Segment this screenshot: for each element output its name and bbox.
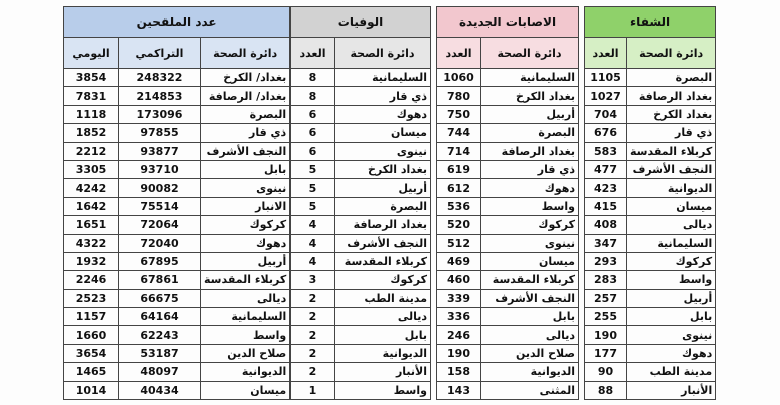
dept-name-cell: ذي قار	[627, 124, 716, 142]
table-row	[437, 69, 579, 87]
dept-name-cell: البصرة	[627, 69, 716, 87]
dept-name-cell: البصرة	[335, 197, 431, 215]
header-dept: دائرة الصحة	[201, 38, 290, 69]
table-row	[437, 87, 579, 105]
value-cell: 460	[437, 271, 481, 289]
table-row	[64, 289, 290, 307]
table-row	[64, 216, 290, 234]
value-cell: 2246	[64, 271, 119, 289]
dept-name-cell: كركوك	[335, 271, 431, 289]
table-row	[585, 326, 716, 344]
vaccinated-title: عدد الملقحين	[64, 7, 290, 38]
dept-name-cell: السليمانية	[201, 308, 290, 326]
value-cell: 4	[291, 252, 335, 270]
value-cell: 4	[291, 216, 335, 234]
dept-name-cell: دهوك	[335, 105, 431, 123]
table-row	[291, 142, 431, 160]
recovered-table	[584, 6, 716, 400]
value-cell: 3305	[64, 160, 119, 178]
value-cell: 173096	[119, 105, 201, 123]
value-cell: 612	[437, 179, 481, 197]
dept-name-cell: بابل	[481, 308, 579, 326]
table-row	[64, 160, 290, 178]
dept-name-cell: ديالى	[201, 289, 290, 307]
value-cell: 72040	[119, 234, 201, 252]
dept-name-cell: أربيل	[481, 105, 579, 123]
table-row	[64, 179, 290, 197]
dept-name-cell: كركوك	[627, 252, 716, 270]
value-cell: 97855	[119, 124, 201, 142]
dept-name-cell: النجف الأشرف	[627, 160, 716, 178]
dept-name-cell: واسط	[335, 381, 431, 399]
value-cell: 177	[585, 344, 627, 362]
value-cell: 676	[585, 124, 627, 142]
dept-name-cell: ذي قار	[201, 124, 290, 142]
value-cell: 2212	[64, 142, 119, 160]
table-row	[585, 344, 716, 362]
value-cell: 248322	[119, 69, 201, 87]
table-row	[437, 105, 579, 123]
value-cell: 64164	[119, 308, 201, 326]
table-row	[64, 197, 290, 215]
value-cell: 619	[437, 160, 481, 178]
table-row	[291, 344, 431, 362]
value-cell: 5	[291, 197, 335, 215]
table-row	[585, 363, 716, 381]
table-row	[64, 326, 290, 344]
value-cell: 339	[437, 289, 481, 307]
value-cell: 257	[585, 289, 627, 307]
value-cell: 2	[291, 289, 335, 307]
dept-name-cell: البصرة	[481, 124, 579, 142]
dept-name-cell: دهوك	[201, 234, 290, 252]
table-row	[291, 87, 431, 105]
header-cumulative: التراكمي	[119, 38, 201, 69]
value-cell: 190	[437, 344, 481, 362]
value-cell: 62243	[119, 326, 201, 344]
dept-name-cell: بغداد الكرخ	[481, 87, 579, 105]
table-row	[64, 381, 290, 399]
dept-name-cell: بابل	[335, 326, 431, 344]
value-cell: 255	[585, 308, 627, 326]
table-row	[291, 179, 431, 197]
dept-name-cell: كربلاء المقدسة	[481, 271, 579, 289]
value-cell: 2	[291, 363, 335, 381]
table-row	[64, 124, 290, 142]
dept-name-cell: دهوك	[627, 344, 716, 362]
value-cell: 2	[291, 308, 335, 326]
dept-name-cell: السليمانية	[627, 234, 716, 252]
table-row	[585, 234, 716, 252]
value-cell: 512	[437, 234, 481, 252]
table-row	[291, 326, 431, 344]
value-cell: 520	[437, 216, 481, 234]
table-row	[585, 289, 716, 307]
value-cell: 67895	[119, 252, 201, 270]
table-row	[437, 252, 579, 270]
table-row	[291, 69, 431, 87]
value-cell: 90	[585, 363, 627, 381]
table-row	[64, 87, 290, 105]
table-row	[437, 308, 579, 326]
value-cell: 283	[585, 271, 627, 289]
dept-name-cell: النجف الأشرف	[201, 142, 290, 160]
value-cell: 750	[437, 105, 481, 123]
value-cell: 780	[437, 87, 481, 105]
dept-name-cell: بابل	[627, 308, 716, 326]
header-count: العدد	[291, 38, 335, 69]
value-cell: 8	[291, 87, 335, 105]
value-cell: 90082	[119, 179, 201, 197]
dept-name-cell: بغداد/ الرصافة	[201, 87, 290, 105]
dept-name-cell: الانبار	[201, 197, 290, 215]
value-cell: 3854	[64, 69, 119, 87]
header-dept: دائرة الصحة	[481, 38, 579, 69]
table-row	[64, 142, 290, 160]
dept-name-cell: ميسان	[627, 197, 716, 215]
table-row	[437, 234, 579, 252]
table-row	[291, 124, 431, 142]
value-cell: 6	[291, 105, 335, 123]
dept-name-cell: نينوى	[201, 179, 290, 197]
value-cell: 1157	[64, 308, 119, 326]
dept-name-cell: دهوك	[481, 179, 579, 197]
table-row	[585, 216, 716, 234]
value-cell: 1465	[64, 363, 119, 381]
header-daily: اليومي	[64, 38, 119, 69]
dept-name-cell: بغداد/ الكرخ	[201, 69, 290, 87]
value-cell: 415	[585, 197, 627, 215]
dept-name-cell: كربلاء المقدسة	[335, 252, 431, 270]
value-cell: 40434	[119, 381, 201, 399]
value-cell: 158	[437, 363, 481, 381]
header-dept: دائرة الصحة	[627, 38, 716, 69]
value-cell: 704	[585, 105, 627, 123]
value-cell: 477	[585, 160, 627, 178]
table-row	[585, 105, 716, 123]
table-row	[437, 289, 579, 307]
value-cell: 423	[585, 179, 627, 197]
table-row	[64, 105, 290, 123]
table-row	[585, 252, 716, 270]
value-cell: 1932	[64, 252, 119, 270]
value-cell: 1118	[64, 105, 119, 123]
table-row	[585, 160, 716, 178]
value-cell: 2	[291, 326, 335, 344]
value-cell: 246	[437, 326, 481, 344]
table-row	[291, 271, 431, 289]
dept-name-cell: بغداد الرصافة	[335, 216, 431, 234]
dept-name-cell: أربيل	[335, 179, 431, 197]
dept-name-cell: صلاح الدين	[201, 344, 290, 362]
dept-name-cell: كربلاء المقدسة	[201, 271, 290, 289]
dept-name-cell: بابل	[201, 160, 290, 178]
dept-name-cell: ذي قار	[481, 160, 579, 178]
dept-name-cell: كربلاء المقدسة	[627, 142, 716, 160]
value-cell: 1	[291, 381, 335, 399]
dept-name-cell: ميسان	[335, 124, 431, 142]
dept-name-cell: الديوانية	[481, 363, 579, 381]
dept-name-cell: واسط	[481, 197, 579, 215]
value-cell: 1651	[64, 216, 119, 234]
value-cell: 6	[291, 142, 335, 160]
new-cases-title: الاصابات الجديدة	[437, 7, 579, 38]
table-row	[437, 160, 579, 178]
table-row	[437, 271, 579, 289]
dept-name-cell: المثنى	[481, 381, 579, 399]
value-cell: 5	[291, 160, 335, 178]
table-row	[585, 308, 716, 326]
dept-name-cell: واسط	[201, 326, 290, 344]
table-row	[64, 69, 290, 87]
table-row	[437, 363, 579, 381]
value-cell: 293	[585, 252, 627, 270]
value-cell: 2523	[64, 289, 119, 307]
value-cell: 4322	[64, 234, 119, 252]
dept-name-cell: بغداد الرصافة	[627, 87, 716, 105]
dept-name-cell: السليمانية	[335, 69, 431, 87]
value-cell: 1852	[64, 124, 119, 142]
dept-name-cell: ديالى	[481, 326, 579, 344]
value-cell: 1060	[437, 69, 481, 87]
value-cell: 6	[291, 124, 335, 142]
value-cell: 143	[437, 381, 481, 399]
table-row	[64, 234, 290, 252]
value-cell: 714	[437, 142, 481, 160]
value-cell: 48097	[119, 363, 201, 381]
dept-name-cell: بغداد الكرخ	[335, 160, 431, 178]
value-cell: 5	[291, 179, 335, 197]
value-cell: 347	[585, 234, 627, 252]
dept-name-cell: ميسان	[481, 252, 579, 270]
dept-name-cell: ديالى	[627, 216, 716, 234]
dept-name-cell: الديوانية	[201, 363, 290, 381]
table-row	[291, 234, 431, 252]
dept-name-cell: صلاح الدين	[481, 344, 579, 362]
table-row	[585, 179, 716, 197]
dept-name-cell: البصرة	[201, 105, 290, 123]
dept-name-cell: واسط	[627, 271, 716, 289]
dept-name-cell: الأنبار	[335, 363, 431, 381]
dept-name-cell: كركوك	[481, 216, 579, 234]
dept-name-cell: بغداد الرصافة	[481, 142, 579, 160]
value-cell: 93877	[119, 142, 201, 160]
value-cell: 1014	[64, 381, 119, 399]
deaths-title: الوفيات	[291, 7, 431, 38]
dept-name-cell: ديالى	[335, 308, 431, 326]
value-cell: 88	[585, 381, 627, 399]
table-row	[585, 124, 716, 142]
table-row	[585, 69, 716, 87]
header-dept: دائرة الصحة	[335, 38, 431, 69]
dept-name-cell: مدينة الطب	[335, 289, 431, 307]
table-row	[437, 381, 579, 399]
value-cell: 1105	[585, 69, 627, 87]
table-row	[437, 179, 579, 197]
value-cell: 67861	[119, 271, 201, 289]
value-cell: 536	[437, 197, 481, 215]
deaths-table	[290, 6, 431, 400]
value-cell: 93710	[119, 160, 201, 178]
table-row	[437, 216, 579, 234]
dept-name-cell: نينوى	[481, 234, 579, 252]
dept-name-cell: الديوانية	[335, 344, 431, 362]
value-cell: 75514	[119, 197, 201, 215]
dept-name-cell: نينوى	[335, 142, 431, 160]
value-cell: 66675	[119, 289, 201, 307]
dept-name-cell: الأنبار	[627, 381, 716, 399]
dept-name-cell: بغداد الكرخ	[627, 105, 716, 123]
table-row	[291, 216, 431, 234]
value-cell: 214853	[119, 87, 201, 105]
table-row	[64, 271, 290, 289]
header-count: العدد	[585, 38, 627, 69]
value-cell: 583	[585, 142, 627, 160]
value-cell: 4242	[64, 179, 119, 197]
table-row	[291, 197, 431, 215]
dept-name-cell: السليمانية	[481, 69, 579, 87]
dept-name-cell: أربيل	[627, 289, 716, 307]
value-cell: 1660	[64, 326, 119, 344]
value-cell: 336	[437, 308, 481, 326]
table-row	[585, 142, 716, 160]
dept-name-cell: نينوى	[627, 326, 716, 344]
vaccinated-table	[63, 6, 290, 400]
table-row	[291, 381, 431, 399]
table-row	[585, 87, 716, 105]
table-row	[64, 308, 290, 326]
table-row	[64, 252, 290, 270]
value-cell: 190	[585, 326, 627, 344]
dept-name-cell: ميسان	[201, 381, 290, 399]
table-row	[64, 363, 290, 381]
table-row	[437, 142, 579, 160]
dept-name-cell: مدينة الطب	[627, 363, 716, 381]
new-cases-table	[436, 6, 579, 400]
dept-name-cell: الديوانية	[627, 179, 716, 197]
value-cell: 408	[585, 216, 627, 234]
table-row	[291, 289, 431, 307]
dept-name-cell: ذي قار	[335, 87, 431, 105]
table-row	[291, 363, 431, 381]
value-cell: 3	[291, 271, 335, 289]
value-cell: 53187	[119, 344, 201, 362]
table-row	[585, 271, 716, 289]
table-row	[437, 124, 579, 142]
value-cell: 1027	[585, 87, 627, 105]
dept-name-cell: أربيل	[201, 252, 290, 270]
table-row	[585, 197, 716, 215]
table-row	[437, 344, 579, 362]
value-cell: 744	[437, 124, 481, 142]
table-row	[437, 197, 579, 215]
table-row	[291, 252, 431, 270]
value-cell: 1642	[64, 197, 119, 215]
table-row	[585, 381, 716, 399]
value-cell: 4	[291, 234, 335, 252]
table-row	[64, 344, 290, 362]
value-cell: 7831	[64, 87, 119, 105]
recovered-title: الشفاء	[585, 7, 716, 38]
dept-name-cell: النجف الأشرف	[481, 289, 579, 307]
value-cell: 2	[291, 344, 335, 362]
table-row	[291, 308, 431, 326]
value-cell: 3654	[64, 344, 119, 362]
dept-name-cell: كركوك	[201, 216, 290, 234]
table-row	[291, 160, 431, 178]
value-cell: 72064	[119, 216, 201, 234]
dept-name-cell: النجف الأشرف	[335, 234, 431, 252]
table-row	[291, 105, 431, 123]
value-cell: 8	[291, 69, 335, 87]
table-row	[437, 326, 579, 344]
value-cell: 469	[437, 252, 481, 270]
header-count: العدد	[437, 38, 481, 69]
